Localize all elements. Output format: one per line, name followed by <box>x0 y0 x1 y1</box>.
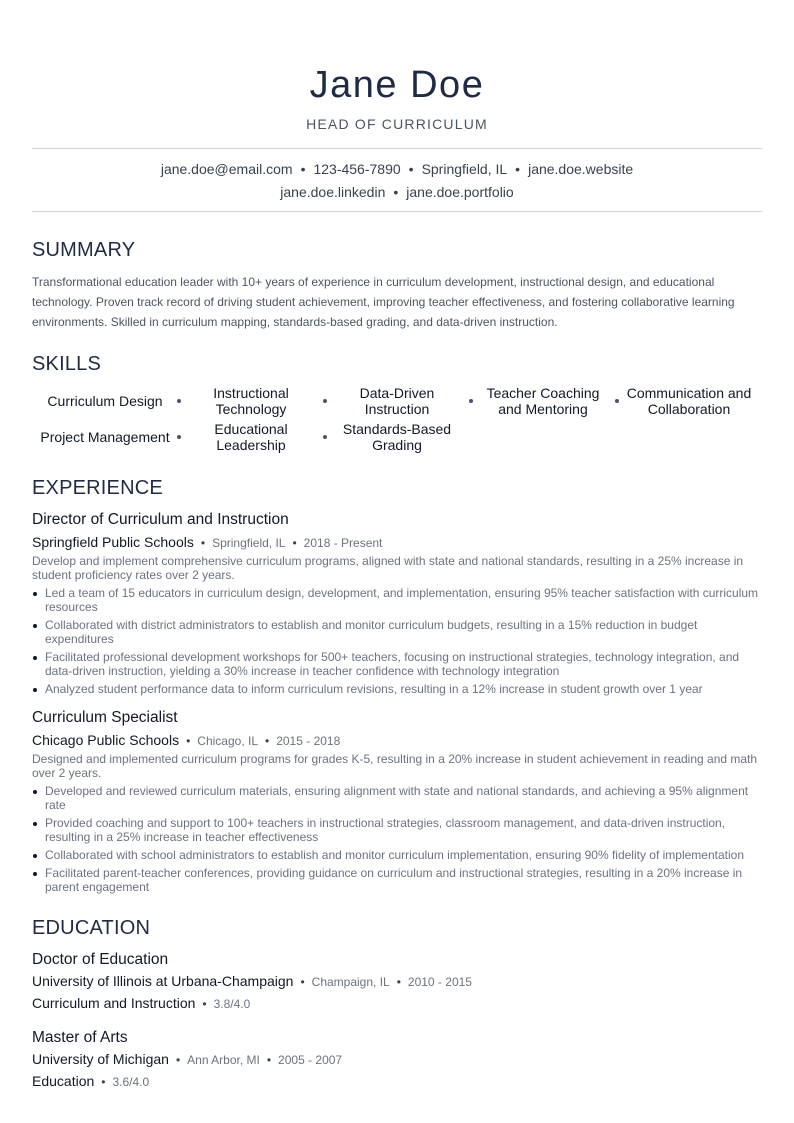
location-text: Springfield, IL <box>421 161 508 177</box>
skill-item <box>32 384 178 418</box>
list-item: Led a team of 15 educators in curriculum design, development, and implementation, ensuring 95% teacher satisfaction with curriculum resources <box>32 586 762 614</box>
school-location: Champaign, IL <box>311 975 390 989</box>
section-heading: EDUCATION <box>32 917 151 939</box>
experience-section <box>32 476 762 894</box>
linkedin-link[interactable]: jane.doe.linkedin <box>280 184 386 200</box>
job-entry <box>32 708 762 894</box>
skill-item <box>324 384 470 418</box>
job-title: Curriculum Specialist <box>32 709 178 726</box>
list-item: Developed and reviewed curriculum materials, ensuring alignment with state and national standards, and achieving a 95% alignment rate <box>32 784 762 812</box>
website-link[interactable]: jane.doe.website <box>528 161 634 177</box>
separator-dot: • <box>266 1053 272 1067</box>
school-dates: 2005 - 2007 <box>278 1053 343 1067</box>
list-item: Facilitated parent-teacher conferences, providing guidance on curriculum and instructional strategies, resulting in a 20% increase in parent engagement <box>32 866 762 894</box>
contact-info <box>32 149 762 211</box>
skill-label: Communication and Collaboration <box>626 385 752 417</box>
separator-dot: • <box>396 975 401 989</box>
education-entry <box>32 950 762 1014</box>
separator-dot: • <box>265 734 270 748</box>
field-of-study: Education <box>32 1073 95 1089</box>
degree-title: Master of Arts <box>32 1029 128 1046</box>
school-meta <box>32 1049 762 1070</box>
school-meta <box>32 971 762 992</box>
list-item: Collaborated with school administrators to establish and monitor curriculum implementation, ensuring 90% fidelity of implementation <box>32 848 762 862</box>
skills-grid <box>32 384 762 454</box>
skill-label: Standards-Based Grading <box>342 421 452 453</box>
list-item: Collaborated with district administrators to establish and monitor curriculum budgets, resulting in a 15% reduction in budget expenditures <box>32 618 762 646</box>
candidate-name: Jane Doe <box>309 64 485 106</box>
job-title: Director of Curriculum and Instruction <box>32 511 289 528</box>
skill-label: Project Management <box>40 429 170 445</box>
skill-label: Educational Leadership <box>214 421 288 453</box>
job-meta <box>32 532 762 553</box>
separator-dot: • <box>101 1075 106 1089</box>
school-dates: 2010 - 2015 <box>407 975 472 989</box>
job-description: Designed and implemented curriculum programs for grades K-5, resulting in a 20% increase in student achievement in reading and math over 2 years. <box>32 752 758 780</box>
separator-dot: • <box>408 161 414 177</box>
contact-row <box>32 181 762 204</box>
separator-dot: • <box>300 975 305 989</box>
list-item: Provided coaching and support to 100+ teachers in instructional strategies, classroom management, and data-driven instruction, resulting in a 25% increase in teacher effectiveness <box>32 816 762 844</box>
skills-section <box>32 352 762 454</box>
skill-item <box>470 384 616 418</box>
separator-dot: • <box>300 161 306 177</box>
resume-header <box>32 0 762 132</box>
phone-number: 123-456-7890 <box>313 161 401 177</box>
separator-dot: • <box>175 1053 181 1067</box>
header-divider-bottom <box>32 211 762 212</box>
separator-dot: • <box>515 161 521 177</box>
skill-item <box>616 384 762 418</box>
degree-title: Doctor of Education <box>32 951 169 968</box>
skill-item <box>178 420 324 454</box>
list-item: Facilitated professional development workshops for 500+ teachers, focusing on instructional strategies, technology integration, and data-driven instruction, yielding a 30% increase in teacher confidence with technology integration <box>32 650 762 678</box>
job-bullets <box>32 784 762 894</box>
separator-dot: • <box>393 184 399 200</box>
company-name: Springfield Public Schools <box>32 534 194 550</box>
gpa: 3.6/4.0 <box>112 1075 150 1089</box>
section-heading: SUMMARY <box>32 239 136 261</box>
separator-dot: • <box>292 536 297 550</box>
gpa: 3.8/4.0 <box>213 997 251 1011</box>
job-entry <box>32 510 762 696</box>
email-link[interactable]: jane.doe@email.com <box>160 161 293 177</box>
list-item: Analyzed student performance data to inform curriculum revisions, resulting in a 12% increase in student growth over 1 year <box>32 682 762 696</box>
separator-dot: • <box>202 997 207 1011</box>
skill-label: Curriculum Design <box>47 393 163 409</box>
separator-dot: • <box>186 734 191 748</box>
school-name: University of Michigan <box>32 1051 169 1067</box>
field-of-study: Curriculum and Instruction <box>32 995 196 1011</box>
summary-section <box>32 238 762 332</box>
summary-text: Transformational education leader with 10+ years of experience in curriculum development, instructional design, and educational technology. Proven track record of driving student achievement, improving teacher effectiveness, and fostering collaborative learning environments. Skilled in curriculum mapping, standards-based grading, and data-driven instruction. <box>32 275 735 329</box>
school-name: University of Illinois at Urbana-Champaign <box>32 973 294 989</box>
skill-label: Data-Driven Instruction <box>359 385 435 417</box>
field-meta <box>32 993 762 1014</box>
separator-dot: • <box>200 536 206 550</box>
candidate-title: HEAD OF CURRICULUM <box>306 116 488 132</box>
job-bullets <box>32 586 762 696</box>
company-name: Chicago Public Schools <box>32 732 180 748</box>
section-heading: SKILLS <box>32 353 102 375</box>
field-meta <box>32 1071 762 1092</box>
education-section <box>32 916 762 1092</box>
contact-row <box>32 158 762 181</box>
job-location: Chicago, IL <box>197 734 258 748</box>
skill-item <box>178 384 324 418</box>
job-location: Springfield, IL <box>212 536 286 550</box>
job-description: Develop and implement comprehensive curriculum programs, aligned with state and national standards, resulting in a 25% increase in student proficiency rates over 2 years. <box>32 554 744 582</box>
skill-item <box>32 420 178 454</box>
skill-item <box>324 420 470 454</box>
school-location: Ann Arbor, MI <box>187 1053 260 1067</box>
section-heading: EXPERIENCE <box>32 477 163 499</box>
skill-label: Instructional Technology <box>213 385 289 417</box>
job-dates: 2015 - 2018 <box>276 734 341 748</box>
education-entry <box>32 1028 762 1092</box>
job-dates: 2018 - Present <box>303 536 383 550</box>
job-meta <box>32 730 762 751</box>
skill-label: Teacher Coaching and Mentoring <box>486 385 600 417</box>
portfolio-link[interactable]: jane.doe.portfolio <box>406 184 514 200</box>
